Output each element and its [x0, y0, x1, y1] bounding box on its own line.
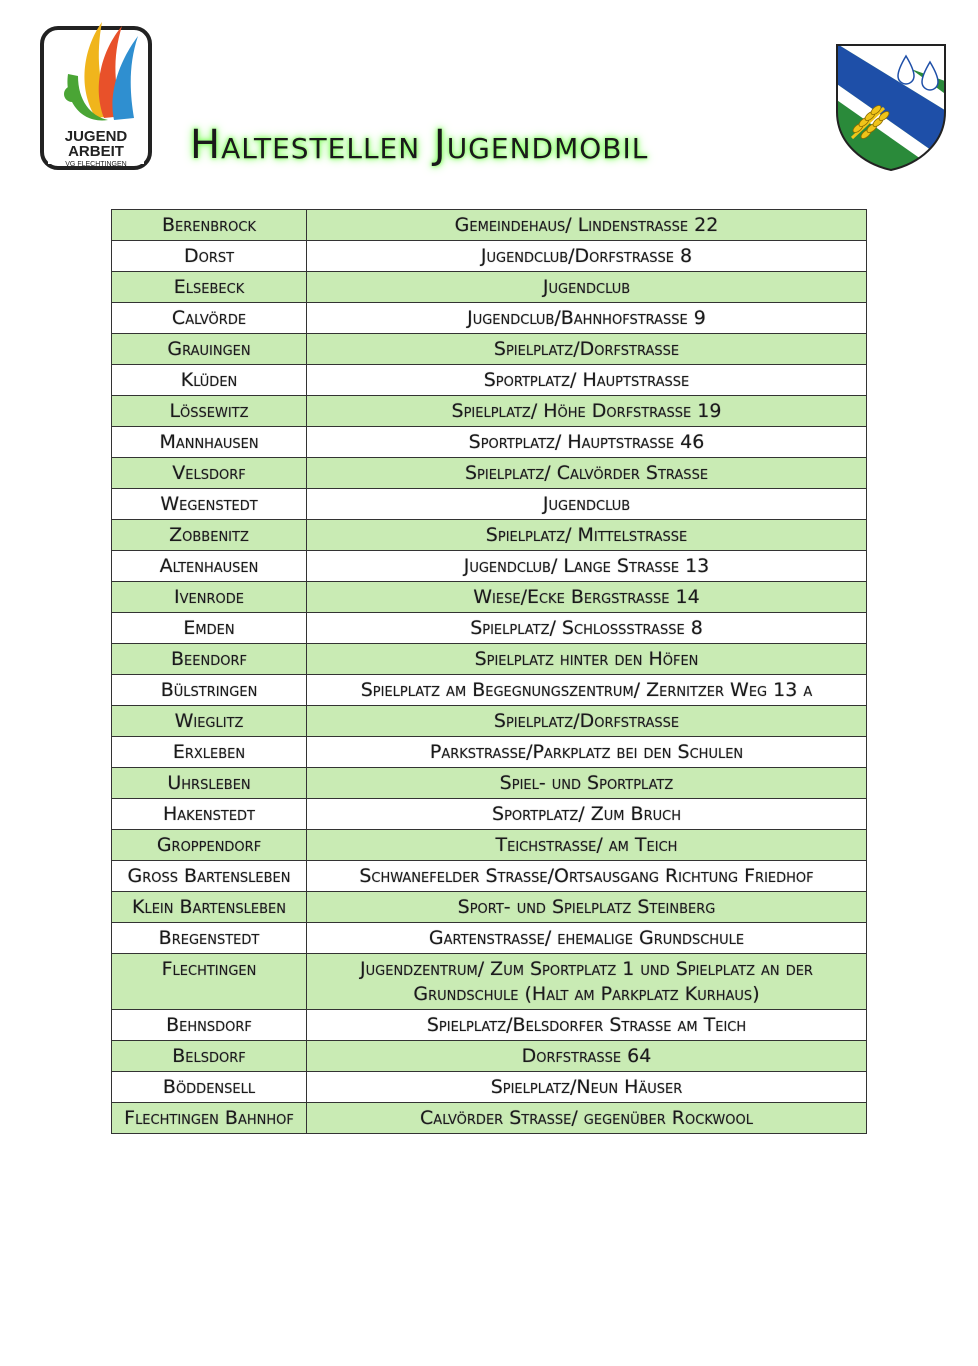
stop-location: Jugendclub/ Lange Straße 13 [307, 551, 867, 582]
table-row [112, 272, 867, 303]
stop-location: Sportplatz/ Hauptstraße [307, 365, 867, 396]
stop-place: Mannhausen [112, 427, 307, 458]
stop-location: Spielplatz/Belsdorfer Straße am Teich [307, 1010, 867, 1041]
stop-location: Gartenstraße/ ehemalige Grundschule [307, 923, 867, 954]
stop-place: Lössewitz [112, 396, 307, 427]
table-row [112, 520, 867, 551]
table-row [112, 923, 867, 954]
stop-location: Sport- und Spielplatz Steinberg [307, 892, 867, 923]
table-row [112, 768, 867, 799]
table-row [112, 582, 867, 613]
stop-location: Jugendzentrum/ Zum Sportplatz 1 und Spielplatz an der Grundschule (Halt am Parkplatz Kurhaus) [307, 954, 867, 1010]
stop-location: Spielplatz/ Schlossstraße 8 [307, 613, 867, 644]
logo-text-line2: ARBEIT [68, 143, 124, 160]
stop-location: Gemeindehaus/ Lindenstraße 22 [307, 210, 867, 241]
stop-location: Parkstraße/Parkplatz bei den Schulen [307, 737, 867, 768]
table-row [112, 954, 867, 1010]
stop-location: Jugendclub [307, 489, 867, 520]
stop-location: Spielplatz/Dorfstraße [307, 334, 867, 365]
table-row [112, 861, 867, 892]
table-row [112, 365, 867, 396]
stop-location: Sportplatz/ Zum Bruch [307, 799, 867, 830]
stop-location: Spielplatz hinter den Höfen [307, 644, 867, 675]
stop-place: Wegenstedt [112, 489, 307, 520]
stop-place: Altenhausen [112, 551, 307, 582]
table-row [112, 613, 867, 644]
table-row [112, 241, 867, 272]
coat-of-arms [834, 42, 948, 172]
table-row [112, 427, 867, 458]
stop-location: Spiel- und Sportplatz [307, 768, 867, 799]
table-row [112, 892, 867, 923]
page-title: Haltestellen Jugendmobil [190, 122, 649, 168]
table-row [112, 737, 867, 768]
stop-location: Spielplatz am Begegnungszentrum/ Zernitzer Weg 13 a [307, 675, 867, 706]
table-row [112, 706, 867, 737]
stops-table [111, 209, 867, 1134]
table-row [112, 1041, 867, 1072]
stop-location: Sportplatz/ Hauptstraße 46 [307, 427, 867, 458]
table-row [112, 210, 867, 241]
table-row [112, 830, 867, 861]
stop-location: Teichstraße/ am Teich [307, 830, 867, 861]
stop-place: Wieglitz [112, 706, 307, 737]
table-row [112, 489, 867, 520]
logo-text-line3: VG FLECHTINGEN [65, 161, 127, 168]
logo-text-line1: JUGEND [64, 128, 128, 145]
coat-of-arms-icon [834, 42, 948, 172]
stop-place: Grauingen [112, 334, 307, 365]
table-row [112, 551, 867, 582]
table-row [112, 799, 867, 830]
jugendarbeit-logo [38, 20, 154, 172]
stop-place: Berenbrock [112, 210, 307, 241]
stop-location: Wiese/Ecke Bergstraße 14 [307, 582, 867, 613]
stop-place: Dorst [112, 241, 307, 272]
stop-place: Groß Bartensleben [112, 861, 307, 892]
stop-location: Spielplatz/Dorfstraße [307, 706, 867, 737]
stop-location: Spielplatz/Neun Häuser [307, 1072, 867, 1103]
stop-location: Spielplatz/ Höhe Dorfstraße 19 [307, 396, 867, 427]
stop-place: Beendorf [112, 644, 307, 675]
stop-place: Zobbenitz [112, 520, 307, 551]
stop-place: Behnsdorf [112, 1010, 307, 1041]
stop-place: Klüden [112, 365, 307, 396]
stop-place: Groppendorf [112, 830, 307, 861]
stop-place: Calvörde [112, 303, 307, 334]
stop-place: Klein Bartensleben [112, 892, 307, 923]
stop-place: Elsebeck [112, 272, 307, 303]
stop-place: Hakenstedt [112, 799, 307, 830]
stop-location: Jugendclub/Bahnhofstraße 9 [307, 303, 867, 334]
stop-location: Spielplatz/ Mittelstraße [307, 520, 867, 551]
table-row [112, 396, 867, 427]
stop-place: Flechtingen Bahnhof [112, 1103, 307, 1134]
table-row [112, 644, 867, 675]
stop-place: Emden [112, 613, 307, 644]
stop-place: Bregenstedt [112, 923, 307, 954]
jugendarbeit-logo-icon [38, 20, 154, 172]
stop-location: Jugendclub/Dorfstraße 8 [307, 241, 867, 272]
table-row [112, 1103, 867, 1134]
stop-place: Velsdorf [112, 458, 307, 489]
stop-location: Calvörder Straße/ gegenüber Rockwool [307, 1103, 867, 1134]
stop-location: Dorfstraße 64 [307, 1041, 867, 1072]
stop-place: Erxleben [112, 737, 307, 768]
stop-place: Böddensell [112, 1072, 307, 1103]
table-row [112, 303, 867, 334]
stop-place: Ivenrode [112, 582, 307, 613]
stop-place: Flechtingen [112, 954, 307, 1010]
table-row [112, 1010, 867, 1041]
stop-place: Uhrsleben [112, 768, 307, 799]
table-row [112, 334, 867, 365]
table-row [112, 1072, 867, 1103]
stop-place: Belsdorf [112, 1041, 307, 1072]
table-row [112, 675, 867, 706]
stop-place: Bülstringen [112, 675, 307, 706]
stop-location: Jugendclub [307, 272, 867, 303]
table-row [112, 458, 867, 489]
stop-location: Schwanefelder Straße/Ortsausgang Richtung Friedhof [307, 861, 867, 892]
stop-location: Spielplatz/ Calvörder Straße [307, 458, 867, 489]
